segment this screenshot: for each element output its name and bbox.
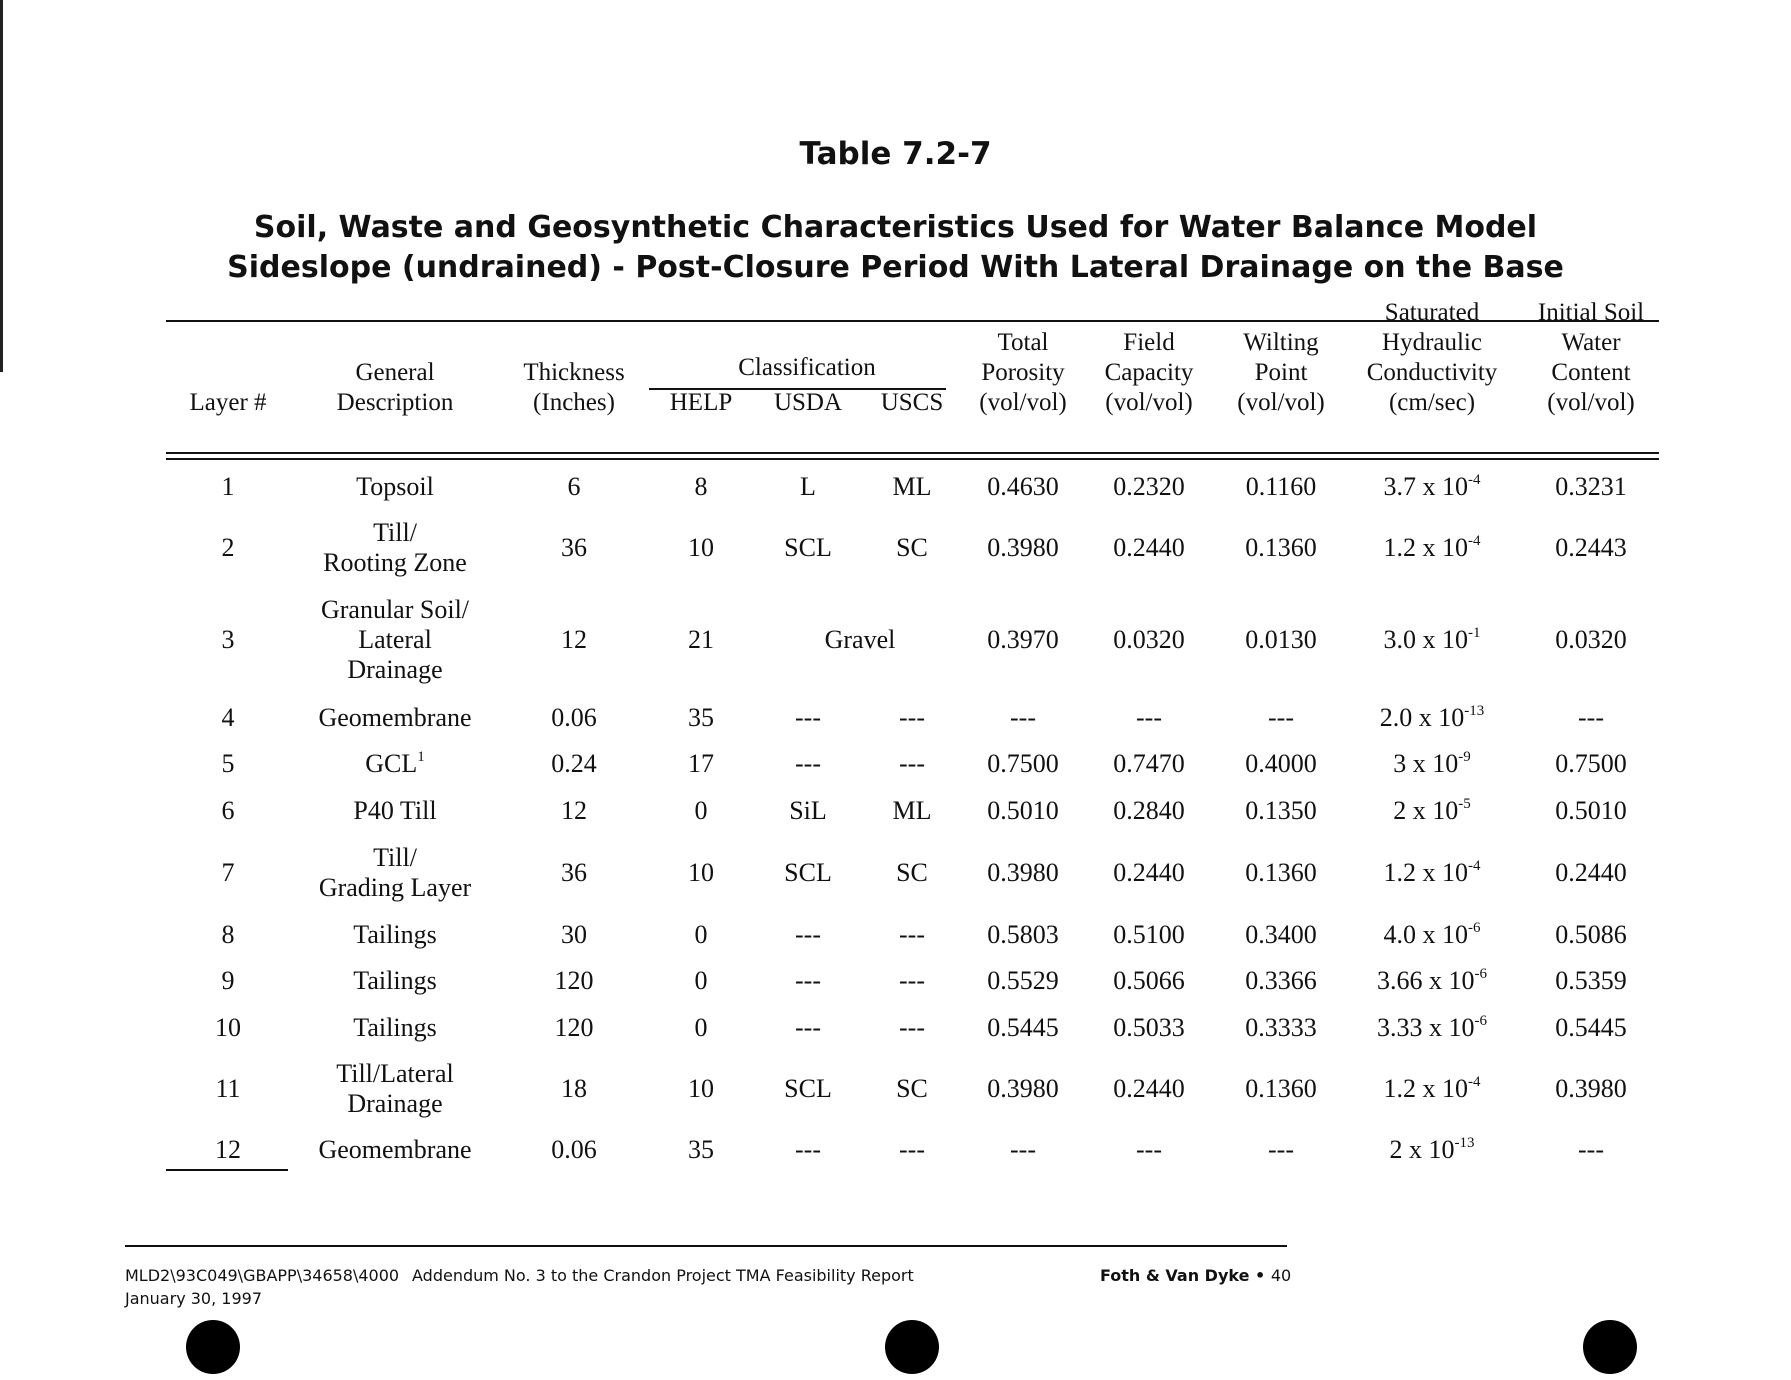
row-10-uscs: --- xyxy=(899,1013,925,1042)
description-text: P40 Till xyxy=(353,796,437,825)
header-initial-water-line-4: (vol/vol) xyxy=(1547,389,1635,416)
row-12-description xyxy=(318,1135,471,1165)
footer-file-path: MLD2\93C049\GBAPP\34658\4000 xyxy=(125,1266,400,1285)
row-11-layer: 11 xyxy=(215,1074,241,1103)
row-2-initial-water: 0.2443 xyxy=(1555,533,1627,562)
row-9-wilting-point: 0.3366 xyxy=(1245,966,1317,995)
row-2-usda: SCL xyxy=(784,533,832,562)
row-7-field-capacity: 0.2440 xyxy=(1113,858,1185,887)
scan-left-edge xyxy=(0,0,3,372)
row-7-description xyxy=(373,843,417,873)
conductivity-exponent: -4 xyxy=(1468,858,1481,874)
description-text: Tailings xyxy=(353,966,437,995)
row-7-uscs: SC xyxy=(896,858,928,887)
description-text: GCL xyxy=(365,749,418,778)
row-11-initial-water: 0.3980 xyxy=(1555,1074,1627,1103)
row-10-layer: 10 xyxy=(215,1013,241,1042)
row-3-help: 21 xyxy=(688,625,714,654)
conductivity-exponent: -5 xyxy=(1458,796,1471,812)
row-7-usda: SCL xyxy=(784,858,832,887)
description-text: Drainage xyxy=(347,1089,443,1118)
row-12-thickness: 0.06 xyxy=(551,1135,597,1164)
footer-date: January 30, 1997 xyxy=(125,1289,262,1308)
row-9-help: 0 xyxy=(694,966,708,995)
conductivity-exponent: -6 xyxy=(1474,1013,1487,1029)
table-title-line-2: Sideslope (undrained) - Post-Closure Period With Lateral Drainage on the Base xyxy=(227,250,1564,285)
row-10-field-capacity: 0.5033 xyxy=(1113,1013,1185,1042)
row-5-usda: --- xyxy=(795,749,821,778)
row-11-porosity: 0.3980 xyxy=(987,1074,1059,1103)
row-8-description xyxy=(353,920,436,950)
row-4-usda: --- xyxy=(795,703,821,732)
row-7-help: 10 xyxy=(688,858,714,887)
row-12-wilting-point: --- xyxy=(1268,1135,1294,1164)
row-7-conductivity xyxy=(1384,858,1481,888)
header-conductivity-line-4: (cm/sec) xyxy=(1388,389,1476,416)
row-5-initial-water: 0.7500 xyxy=(1555,749,1627,778)
conductivity-base: 4.0 x 10 xyxy=(1383,920,1468,949)
description-text: Till/Lateral xyxy=(336,1059,454,1088)
row-6-description xyxy=(353,796,436,826)
row-3-usda-uscs: Gravel xyxy=(824,625,896,654)
row-8-thickness: 30 xyxy=(561,920,587,949)
row-4-conductivity xyxy=(1380,703,1485,733)
company-name: Foth & Van Dyke xyxy=(1100,1266,1250,1285)
description-text: Tailings xyxy=(353,1013,437,1042)
row-3-porosity: 0.3970 xyxy=(987,625,1059,654)
description-text: Tailings xyxy=(353,920,437,949)
row-6-field-capacity: 0.2840 xyxy=(1113,796,1185,825)
row-3-layer: 3 xyxy=(221,625,235,654)
description-text: Drainage xyxy=(347,655,443,684)
row-8-conductivity xyxy=(1384,920,1481,950)
conductivity-exponent: -13 xyxy=(1454,1135,1475,1151)
layer-column-bottom-rule xyxy=(166,1169,288,1171)
row-9-description xyxy=(353,966,436,996)
conductivity-exponent: -4 xyxy=(1468,1074,1481,1090)
row-4-field-capacity: --- xyxy=(1136,703,1162,732)
row-11-description xyxy=(336,1059,453,1089)
row-6-help: 0 xyxy=(694,796,708,825)
conductivity-base: 3.33 x 10 xyxy=(1377,1013,1475,1042)
row-3-description xyxy=(321,595,469,625)
header-uscs: USCS xyxy=(880,389,944,416)
row-2-thickness: 36 xyxy=(561,533,587,562)
header-initial-water-line-3: Content xyxy=(1551,359,1631,386)
row-6-initial-water: 0.5010 xyxy=(1555,796,1627,825)
row-12-uscs: --- xyxy=(899,1135,925,1164)
row-11-uscs: SC xyxy=(896,1074,928,1103)
row-7-layer: 7 xyxy=(221,858,235,887)
footnote-marker: 1 xyxy=(417,749,425,765)
row-3-conductivity xyxy=(1384,625,1481,655)
header-conductivity-line-1: Saturated xyxy=(1384,299,1480,326)
conductivity-base: 3 x 10 xyxy=(1393,749,1459,778)
row-9-uscs: --- xyxy=(899,966,925,995)
description-text: Granular Soil/ xyxy=(320,595,470,624)
header-porosity-line-3: (vol/vol) xyxy=(979,389,1067,416)
conductivity-base: 2 x 10 xyxy=(1389,1135,1455,1164)
row-4-thickness: 0.06 xyxy=(551,703,597,732)
row-2-porosity: 0.3980 xyxy=(987,533,1059,562)
row-10-porosity: 0.5445 xyxy=(987,1013,1059,1042)
row-9-field-capacity: 0.5066 xyxy=(1113,966,1185,995)
table-title-line-1: Soil, Waste and Geosynthetic Characteristics Used for Water Balance Model xyxy=(253,210,1538,245)
page-number: 40 xyxy=(1270,1266,1292,1285)
row-1-usda: L xyxy=(800,472,816,501)
header-classification: Classification xyxy=(738,354,876,381)
header-porosity-line-2: Porosity xyxy=(981,359,1065,386)
conductivity-exponent: -6 xyxy=(1474,966,1487,982)
header-conductivity-line-3: Conductivity xyxy=(1366,359,1498,386)
row-3-field-capacity: 0.0320 xyxy=(1113,625,1185,654)
row-12-conductivity xyxy=(1390,1135,1475,1165)
row-10-thickness: 120 xyxy=(554,1013,594,1042)
header-porosity-line-1: Total xyxy=(997,329,1049,356)
row-1-thickness: 6 xyxy=(567,472,581,501)
header-field-capacity-line-2: Capacity xyxy=(1104,359,1194,386)
conductivity-base: 3.66 x 10 xyxy=(1377,966,1475,995)
row-2-help: 10 xyxy=(688,533,714,562)
row-9-usda: --- xyxy=(795,966,821,995)
header-description-line-1: General xyxy=(355,359,435,386)
header-field-capacity-line-3: (vol/vol) xyxy=(1105,389,1193,416)
row-7-thickness: 36 xyxy=(561,858,587,887)
conductivity-exponent: -4 xyxy=(1468,533,1481,549)
row-6-wilting-point: 0.1350 xyxy=(1245,796,1317,825)
row-3-thickness: 12 xyxy=(561,625,587,654)
conductivity-exponent: -4 xyxy=(1468,472,1481,488)
row-1-conductivity xyxy=(1384,472,1481,502)
conductivity-exponent: -6 xyxy=(1468,920,1481,936)
row-2-layer: 2 xyxy=(221,533,235,562)
row-9-conductivity xyxy=(1377,966,1487,996)
row-8-help: 0 xyxy=(694,920,708,949)
header-thickness-line-1: Thickness xyxy=(523,359,625,386)
footer-report-name: Addendum No. 3 to the Crandon Project TMA Feasibility Report xyxy=(412,1266,914,1285)
row-4-layer: 4 xyxy=(221,703,235,732)
row-2-field-capacity: 0.2440 xyxy=(1113,533,1185,562)
row-11-description xyxy=(347,1089,442,1119)
conductivity-exponent: -13 xyxy=(1464,703,1485,719)
row-12-porosity: --- xyxy=(1010,1135,1036,1164)
row-1-porosity: 0.4630 xyxy=(987,472,1059,501)
header-double-rule-bottom xyxy=(166,458,1659,460)
row-8-uscs: --- xyxy=(899,920,925,949)
footer-bullet: • xyxy=(1255,1266,1266,1285)
row-10-initial-water: 0.5445 xyxy=(1555,1013,1627,1042)
row-9-thickness: 120 xyxy=(554,966,594,995)
row-11-conductivity xyxy=(1384,1074,1481,1104)
row-2-conductivity xyxy=(1384,533,1481,563)
row-11-thickness: 18 xyxy=(561,1074,587,1103)
conductivity-base: 2.0 x 10 xyxy=(1379,703,1465,732)
row-11-usda: SCL xyxy=(784,1074,832,1103)
row-10-usda: --- xyxy=(795,1013,821,1042)
row-1-uscs: ML xyxy=(892,472,932,501)
row-2-description xyxy=(323,548,467,578)
row-5-uscs: --- xyxy=(899,749,925,778)
row-7-description xyxy=(319,873,471,903)
row-9-porosity: 0.5529 xyxy=(987,966,1059,995)
header-wilting-point-line-1: Wilting xyxy=(1243,329,1319,356)
row-6-uscs: ML xyxy=(892,796,932,825)
header-conductivity-line-2: Hydraulic xyxy=(1382,329,1482,356)
conductivity-base: 3.7 x 10 xyxy=(1383,472,1468,501)
conductivity-base: 2 x 10 xyxy=(1393,796,1459,825)
header-layer: Layer # xyxy=(189,389,267,416)
row-8-usda: --- xyxy=(795,920,821,949)
row-1-layer: 1 xyxy=(221,472,235,501)
header-initial-water-line-1: Initial Soil xyxy=(1537,299,1645,326)
header-wilting-point-line-3: (vol/vol) xyxy=(1237,389,1325,416)
row-5-conductivity xyxy=(1393,749,1471,779)
row-4-help: 35 xyxy=(688,703,714,732)
description-text: Topsoil xyxy=(356,472,434,501)
footer-rule xyxy=(125,1245,1287,1247)
row-10-description xyxy=(353,1013,436,1043)
conductivity-base: 3.0 x 10 xyxy=(1383,625,1468,654)
row-3-description xyxy=(347,655,442,685)
row-5-help: 17 xyxy=(688,749,714,778)
row-8-initial-water: 0.5086 xyxy=(1555,920,1627,949)
row-5-layer: 5 xyxy=(221,749,235,778)
row-6-usda: SiL xyxy=(789,796,827,825)
row-7-initial-water: 0.2440 xyxy=(1555,858,1627,887)
header-initial-water-line-2: Water xyxy=(1561,329,1621,356)
row-6-conductivity xyxy=(1393,796,1471,826)
header-description-line-2: Description xyxy=(336,389,454,416)
description-text: Rooting Zone xyxy=(323,548,467,577)
header-wilting-point-line-2: Point xyxy=(1254,359,1308,386)
row-1-help: 8 xyxy=(694,472,708,501)
row-1-field-capacity: 0.2320 xyxy=(1113,472,1185,501)
row-3-description xyxy=(358,625,432,655)
row-8-porosity: 0.5803 xyxy=(987,920,1059,949)
row-6-layer: 6 xyxy=(221,796,235,825)
row-12-help: 35 xyxy=(688,1135,714,1164)
description-text: Geomembrane xyxy=(318,703,472,732)
row-4-description xyxy=(318,703,471,733)
table-number: Table 7.2-7 xyxy=(799,136,992,172)
punch-hole-right xyxy=(1583,1320,1637,1374)
description-text: Grading Layer xyxy=(318,873,472,902)
row-5-description xyxy=(365,749,425,779)
row-2-wilting-point: 0.1360 xyxy=(1245,533,1317,562)
description-text: Lateral xyxy=(358,625,432,654)
row-11-field-capacity: 0.2440 xyxy=(1113,1074,1185,1103)
row-7-porosity: 0.3980 xyxy=(987,858,1059,887)
row-4-initial-water: --- xyxy=(1578,703,1604,732)
row-2-uscs: SC xyxy=(896,533,928,562)
conductivity-base: 1.2 x 10 xyxy=(1383,858,1468,887)
punch-hole-center xyxy=(885,1320,939,1374)
row-6-thickness: 12 xyxy=(561,796,587,825)
description-text: Geomembrane xyxy=(318,1135,472,1164)
row-5-field-capacity: 0.7470 xyxy=(1113,749,1185,778)
row-5-porosity: 0.7500 xyxy=(987,749,1059,778)
row-1-wilting-point: 0.1160 xyxy=(1245,472,1317,501)
row-1-description xyxy=(356,472,434,502)
row-10-help: 0 xyxy=(694,1013,708,1042)
row-4-wilting-point: --- xyxy=(1268,703,1294,732)
row-4-porosity: --- xyxy=(1010,703,1036,732)
row-8-layer: 8 xyxy=(221,920,235,949)
row-11-help: 10 xyxy=(688,1074,714,1103)
header-usda: USDA xyxy=(773,389,843,416)
row-2-description xyxy=(373,518,417,548)
row-3-initial-water: 0.0320 xyxy=(1555,625,1627,654)
description-text: Till/ xyxy=(373,518,417,547)
row-8-field-capacity: 0.5100 xyxy=(1113,920,1185,949)
header-help: HELP xyxy=(669,389,733,416)
row-12-initial-water: --- xyxy=(1578,1135,1604,1164)
row-12-field-capacity: --- xyxy=(1136,1135,1162,1164)
conductivity-exponent: -1 xyxy=(1468,625,1481,641)
row-12-layer: 12 xyxy=(215,1135,241,1164)
row-7-wilting-point: 0.1360 xyxy=(1245,858,1317,887)
row-9-initial-water: 0.5359 xyxy=(1555,966,1627,995)
row-10-wilting-point: 0.3333 xyxy=(1245,1013,1317,1042)
description-text: Till/ xyxy=(373,843,417,872)
row-6-porosity: 0.5010 xyxy=(987,796,1059,825)
conductivity-base: 1.2 x 10 xyxy=(1383,533,1468,562)
conductivity-exponent: -9 xyxy=(1458,749,1471,765)
header-thickness-line-2: (Inches) xyxy=(533,389,615,416)
row-5-thickness: 0.24 xyxy=(551,749,597,778)
row-11-wilting-point: 0.1360 xyxy=(1245,1074,1317,1103)
row-8-wilting-point: 0.3400 xyxy=(1245,920,1317,949)
header-field-capacity-line-1: Field xyxy=(1123,329,1175,356)
row-9-layer: 9 xyxy=(221,966,235,995)
row-1-initial-water: 0.3231 xyxy=(1555,472,1627,501)
row-12-usda: --- xyxy=(795,1135,821,1164)
row-10-conductivity xyxy=(1377,1013,1487,1043)
row-3-wilting-point: 0.0130 xyxy=(1245,625,1317,654)
punch-hole-left xyxy=(186,1320,240,1374)
header-double-rule-top xyxy=(166,452,1659,454)
row-4-uscs: --- xyxy=(899,703,925,732)
row-5-wilting-point: 0.4000 xyxy=(1245,749,1317,778)
footer-company xyxy=(1100,1266,1291,1285)
conductivity-base: 1.2 x 10 xyxy=(1383,1074,1468,1103)
